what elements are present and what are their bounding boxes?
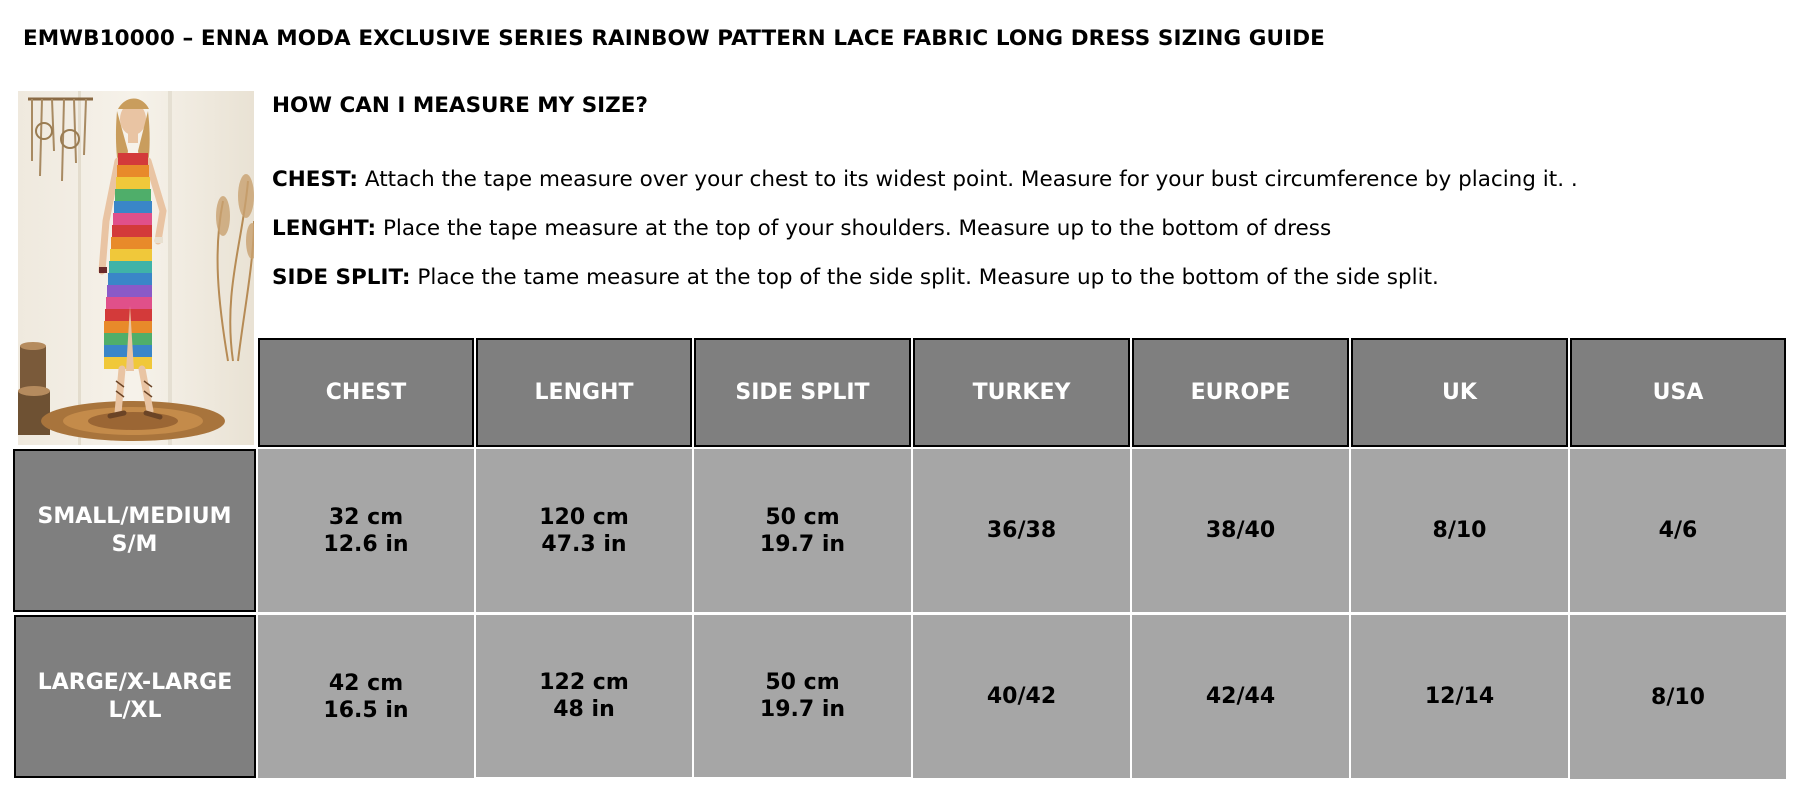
column-header-length: LENGHT xyxy=(476,338,692,447)
column-header-side-split: SIDE SPLIT xyxy=(694,338,911,447)
chest-instruction-label: CHEST: xyxy=(272,167,359,192)
product-photo xyxy=(18,91,254,445)
cell-value-cm: 42 cm xyxy=(328,670,404,696)
page-title: EMWB10000 – ENNA MODA EXCLUSIVE SERIES RAINBOW PATTERN LACE FABRIC LONG DRESS SIZING GUIDE xyxy=(23,26,1325,51)
size-name: LARGE/X-LARGE xyxy=(37,669,233,695)
cell-value-cm: 120 cm xyxy=(539,504,629,530)
column-header-uk: UK xyxy=(1351,338,1568,447)
table-cell-uk: 12/14 xyxy=(1351,615,1568,778)
measure-guide-heading: HOW CAN I MEASURE MY SIZE? xyxy=(272,93,648,118)
size-name: SMALL/MEDIUM xyxy=(37,503,232,529)
side-split-instruction-text: Place the tame measure at the top of the side split. Measure up to the bottom of the side split. xyxy=(410,265,1439,290)
chest-instruction-text: Attach the tape measure over your chest to its widest point. Measure for your bust circumference by placing it. . xyxy=(358,167,1578,192)
cell-value-in: 16.5 in xyxy=(323,697,409,723)
table-cell-chest xyxy=(258,615,474,778)
column-header-chest: CHEST xyxy=(258,338,474,447)
cell-value-in: 12.6 in xyxy=(323,531,409,557)
table-cell-usa: 4/6 xyxy=(1570,449,1786,612)
length-instruction xyxy=(272,216,1331,241)
table-cell-europe: 38/40 xyxy=(1132,449,1349,612)
cell-value-cm: 50 cm xyxy=(765,504,840,530)
cell-value-in: 48 in xyxy=(553,697,615,722)
table-cell-chest xyxy=(258,449,474,612)
table-cell-europe: 42/44 xyxy=(1132,615,1349,778)
table-cell-length xyxy=(476,615,692,777)
side-split-instruction xyxy=(272,265,1439,290)
table-cell-turkey: 36/38 xyxy=(913,449,1130,612)
column-header-usa: USA xyxy=(1570,338,1786,447)
cell-value-cm: 32 cm xyxy=(328,504,404,530)
cell-value-in: 19.7 in xyxy=(759,531,846,557)
length-instruction-text: Place the tape measure at the top of your shoulders. Measure up to the bottom of dress xyxy=(376,216,1332,241)
table-cell-turkey: 40/42 xyxy=(913,615,1130,778)
chest-instruction xyxy=(272,167,1578,192)
table-cell-usa: 8/10 xyxy=(1570,615,1786,779)
size-code: L/XL xyxy=(108,697,162,723)
cell-value-cm: 50 cm xyxy=(765,670,840,695)
column-header-europe: EUROPE xyxy=(1132,338,1349,447)
cell-value-in: 47.3 in xyxy=(541,531,627,557)
table-cell-side-split xyxy=(694,615,911,777)
cell-value-cm: 122 cm xyxy=(539,670,629,695)
row-header-large-xlarge xyxy=(14,615,256,778)
row-header-small-medium xyxy=(13,449,256,612)
table-cell-length xyxy=(476,449,692,612)
length-instruction-label: LENGHT: xyxy=(272,216,377,241)
side-split-instruction-label: SIDE SPLIT: xyxy=(272,265,411,290)
size-code: S/M xyxy=(111,531,158,557)
table-cell-uk: 8/10 xyxy=(1351,449,1568,612)
cell-value-in: 19.7 in xyxy=(759,697,846,722)
column-header-turkey: TURKEY xyxy=(913,338,1130,447)
table-cell-side-split xyxy=(694,449,911,612)
model-wearing-rainbow-dress-image xyxy=(18,91,254,445)
